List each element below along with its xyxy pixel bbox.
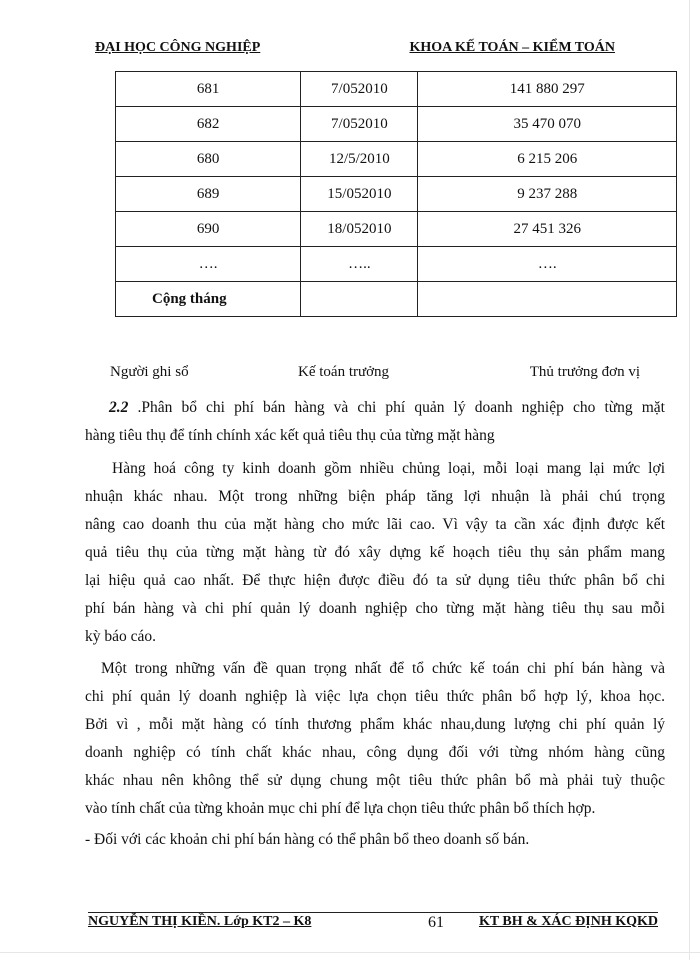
table-cell-number: …. [116, 247, 301, 282]
paragraph-line: Bởi vì , mỗi mặt hàng có tính thương phẩm khác nhau,dung lượng chi phí quản lý [85, 716, 665, 733]
table-cell-number: 680 [116, 142, 301, 177]
paragraph-line: kỳ báo cáo. [85, 628, 157, 645]
invoice-table [115, 71, 677, 317]
table-cell-date: 7/052010 [301, 107, 418, 142]
header-faculty: KHOA KẾ TOÁN – KIỂM TOÁN [409, 40, 615, 55]
paragraph-line: nâng cao doanh thu của mặt hàng cho mức lãi cao. Vì vậy ta cần xác định được kết [85, 516, 665, 533]
paragraph-2 [85, 655, 665, 823]
table-cell-date [301, 282, 418, 317]
table-cell-amount: 6 215 206 [418, 142, 677, 177]
section-title-line: hàng tiêu thụ để tính chính xác kết quả tiêu thụ của từng mặt hàng [85, 427, 495, 444]
paragraph-line: phí bán hàng và chi phí quản lý doanh nghiệp cho từng mặt hàng tiêu thụ sau mỗi [85, 600, 665, 617]
section-title-line: .Phân bổ chi phí bán hàng và chi phí quản lý doanh nghiệp cho từng mặt [128, 399, 665, 416]
table-row [116, 72, 677, 107]
paragraph-line: vào tính chất của từng khoản mục chi phí để lựa chọn tiêu thức phân bổ thích hợp. [85, 800, 596, 817]
page-header [95, 40, 615, 60]
table-cell-amount: …. [418, 247, 677, 282]
signature-line [110, 364, 640, 386]
table-row [116, 212, 677, 247]
table-total-label: Cộng tháng [116, 282, 301, 317]
table-cell-number: 689 [116, 177, 301, 212]
table-cell-amount [418, 282, 677, 317]
table-row [116, 177, 677, 212]
table-row [116, 142, 677, 177]
header-university: ĐẠI HỌC CÔNG NGHIỆP [95, 40, 261, 55]
table-row [116, 107, 677, 142]
table-cell-number: 681 [116, 72, 301, 107]
paragraph-line: khác nhau nên không thể sử dụng chung một tiêu thức phân bổ mà phải tuỳ thuộc [85, 772, 665, 789]
paragraph-line: doanh nghiệp có tính chất khác nhau, công dụng đối với từng nhóm hàng cũng [85, 744, 665, 761]
footer-author: NGUYỄN THỊ KIỀN. Lớp KT2 – K8 [88, 914, 312, 929]
table-cell-number: 682 [116, 107, 301, 142]
paragraph-line: nhuận khác nhau. Một trong những biện pháp tăng lợi nhuận là phải chú trọng [85, 488, 665, 505]
bullet-paragraph [85, 826, 665, 854]
page-edge-right [689, 0, 690, 960]
table-cell-date: 15/052010 [301, 177, 418, 212]
paragraph-line: lại hiệu quả cao nhất. Để thực hiện được điều đó ta sử dụng tiêu thức phân bổ chi [85, 572, 665, 589]
footer-topic: KT BH & XÁC ĐỊNH KQKD [478, 914, 658, 929]
section-heading-line [85, 394, 665, 422]
table-cell-amount: 27 451 326 [418, 212, 677, 247]
table-cell-amount: 9 237 288 [418, 177, 677, 212]
table-row [116, 247, 677, 282]
paragraph-1 [85, 455, 665, 651]
paragraph-line: Một trong những vấn đề quan trọng nhất để tổ chức kế toán chi phí bán hàng và [101, 660, 665, 677]
table-cell-amount: 141 880 297 [418, 72, 677, 107]
paragraph-line: Hàng hoá công ty kinh doanh gồm nhiều chủng loại, mỗi loại mang lại mức lợi [112, 460, 665, 477]
bullet-line: - Đối với các khoản chi phí bán hàng có thể phân bổ theo doanh số bán. [85, 831, 530, 848]
signature-head: Thủ trưởng đơn vị [529, 364, 640, 380]
section-heading [85, 394, 665, 450]
table-cell-date: ….. [301, 247, 418, 282]
table-cell-date: 12/5/2010 [301, 142, 418, 177]
table-cell-amount: 35 470 070 [418, 107, 677, 142]
footer-rule [88, 912, 658, 913]
page-number: 61 [428, 914, 444, 931]
page-edge-bottom [0, 952, 700, 953]
table-cell-date: 7/052010 [301, 72, 418, 107]
paragraph-line: chi phí quản lý doanh nghiệp là việc lựa chọn tiêu thức phân bổ hợp lý, khoa học. [85, 688, 665, 705]
signature-recorder: Người ghi sổ [110, 364, 189, 380]
paragraph-line: quả tiêu thụ của từng mặt hàng từ đó xây dựng kế hoạch tiêu thụ sản phẩm mang [85, 544, 665, 561]
table-cell-date: 18/052010 [301, 212, 418, 247]
section-number: 2.2 [109, 399, 129, 416]
table-total-row [116, 282, 677, 317]
table-cell-number: 690 [116, 212, 301, 247]
signature-chief-accountant: Kế toán trưởng [298, 364, 390, 380]
